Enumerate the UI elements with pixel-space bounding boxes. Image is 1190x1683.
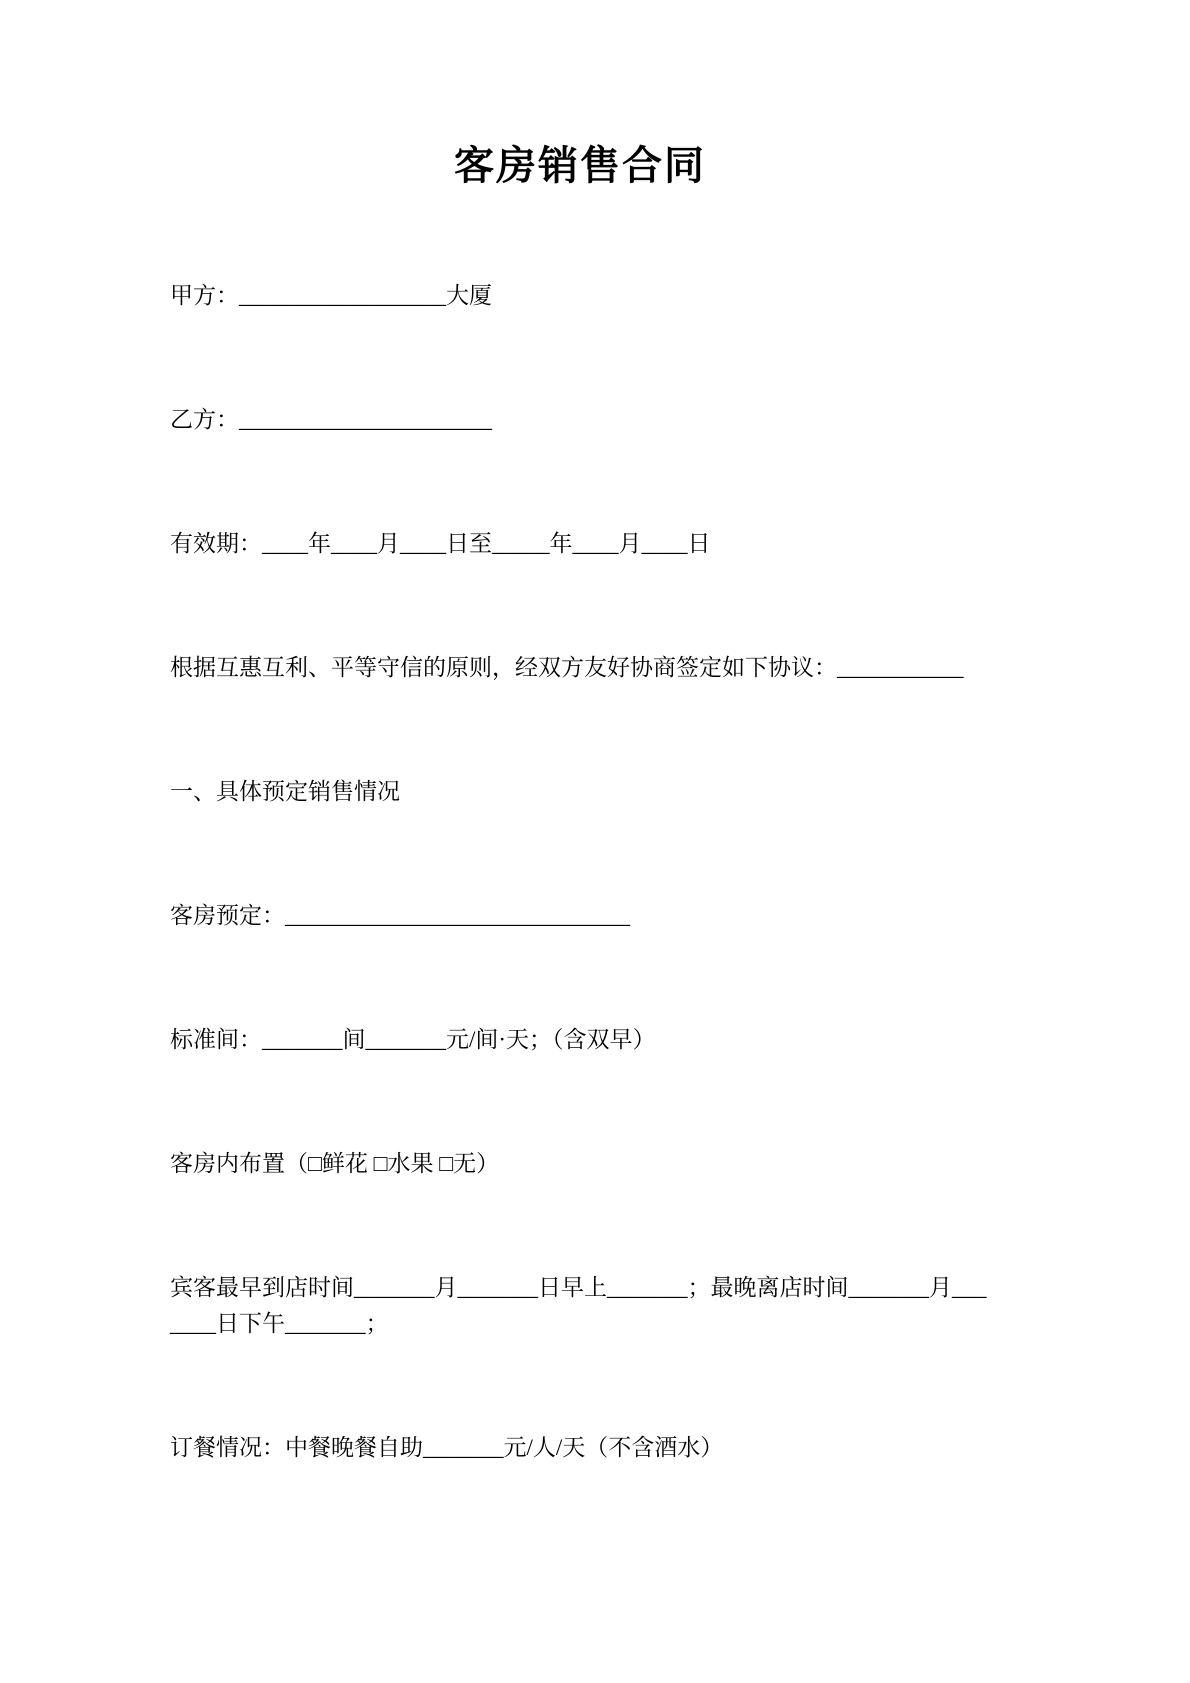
party-a-line: 甲方：__________________大厦: [170, 283, 492, 308]
section-1-heading: 一、具体预定销售情况: [170, 779, 400, 804]
validity-period-line: 有效期：____年____月____日至_____年____月____日: [170, 531, 711, 556]
party-b-line: 乙方：______________________: [170, 407, 492, 432]
document-title: 客房销售合同: [454, 143, 706, 188]
room-reservation-line: 客房预定：______________________________: [170, 903, 630, 928]
room-decoration-checkbox-line: 客房内布置（□鲜花 □水果 □无）: [170, 1151, 500, 1176]
arrival-departure-line: 宾客最早到店时间_______月_______日早上_______；最晚离店时间_______月_______日下午_______；: [170, 1275, 987, 1336]
agreement-intro-line: 根据互惠互利、平等守信的原则，经双方友好协商签定如下协议：___________: [170, 655, 964, 680]
standard-room-line: 标准间：_______间_______元/间·天；（含双早）: [170, 1027, 656, 1052]
meal-arrangement-line: 订餐情况：中餐晚餐自助_______元/人/天（不含酒水）: [170, 1435, 724, 1460]
